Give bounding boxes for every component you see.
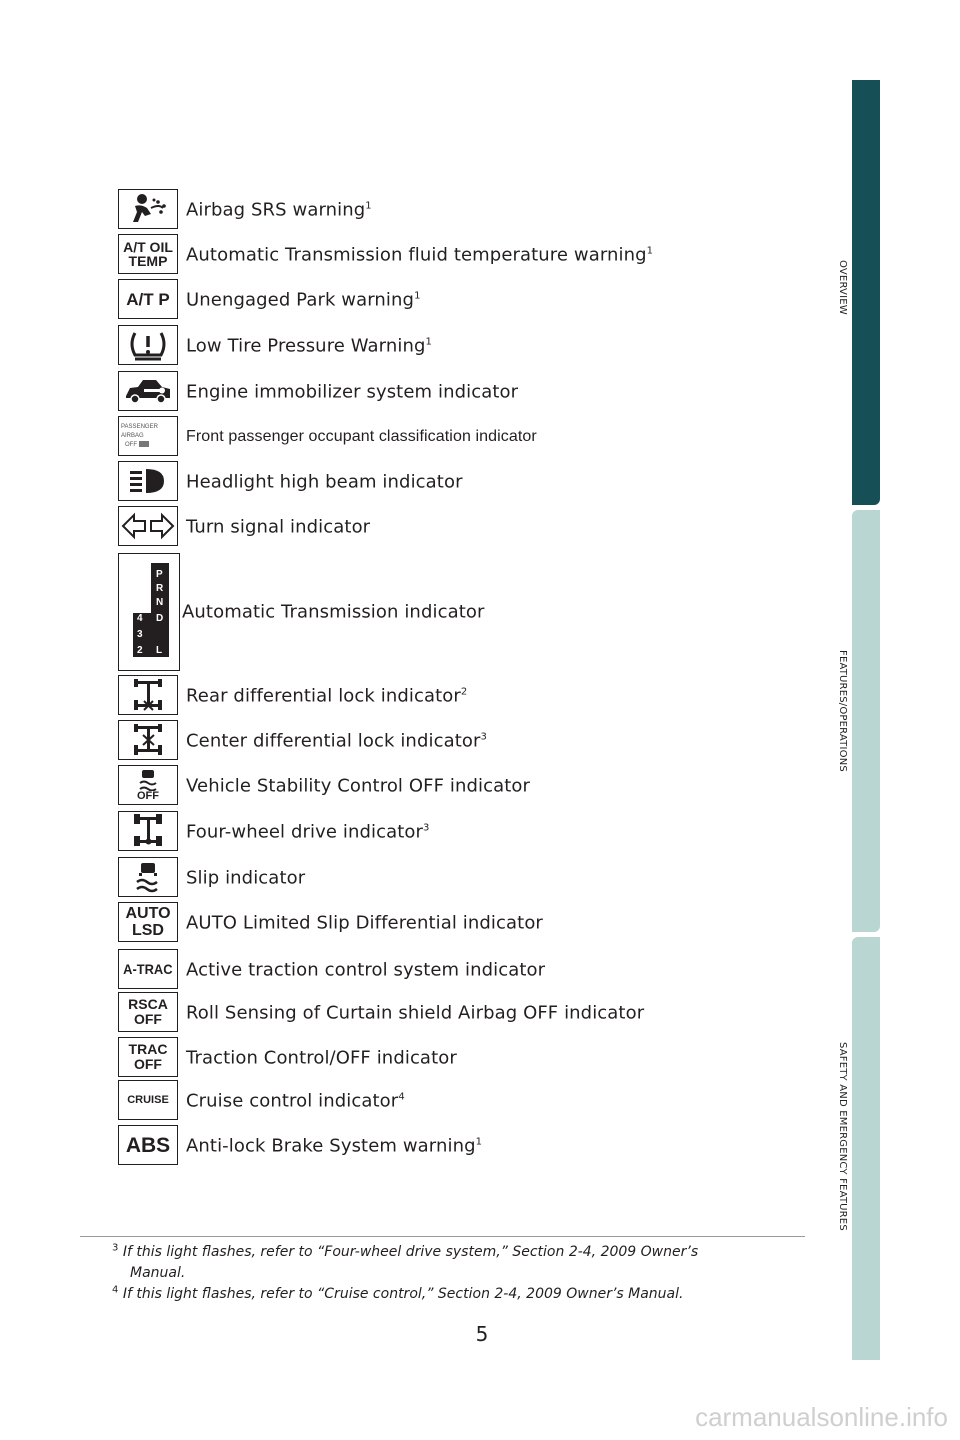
indicator-label: Roll Sensing of Curtain shield Airbag OFF indicator (186, 1002, 645, 1024)
page-number: 5 (475, 1322, 489, 1346)
indicator-label: Airbag SRS warning$^1$ (186, 199, 372, 221)
abs-icon: ABS (118, 1125, 178, 1165)
indicator-label: AUTO Limited Slip Differential indicator (186, 912, 543, 934)
indicator-row (118, 992, 818, 1034)
indicator-label: Engine immobilizer system indicator (186, 381, 519, 403)
indicator-row (118, 765, 818, 807)
tab-features-operations[interactable] (852, 510, 880, 932)
svg-text:4: 4 (137, 613, 143, 624)
indicator-label: Headlight high beam indicator (186, 471, 463, 493)
indicator-row (118, 371, 818, 413)
indicator-row (118, 461, 818, 503)
indicator-label: Automatic Transmission fluid temperature warning$^1$ (186, 244, 654, 266)
indicator-row (118, 553, 818, 671)
auto-lsd-icon: AUTO LSD (118, 902, 178, 942)
footnote-divider (80, 1236, 805, 1237)
indicator-label: Automatic Transmission indicator (182, 601, 485, 623)
tab-features-label: FEATURES/OPERATIONS (837, 650, 848, 772)
trac-off-icon: TRAC OFF (118, 1037, 178, 1077)
turn-signal-icon (118, 506, 178, 546)
indicator-row (118, 811, 818, 853)
indicator-row (118, 416, 818, 458)
indicator-label: Low Tire Pressure Warning$^1$ (186, 335, 432, 357)
shift-position-icon (118, 553, 180, 671)
indicator-row (118, 720, 818, 762)
immobilizer-icon (118, 371, 178, 411)
indicator-label: Front passenger occupant classification indicator (186, 428, 537, 445)
indicator-label: Center differential lock indicator$^3$ (186, 730, 487, 752)
svg-text:3: 3 (137, 629, 143, 640)
indicator-label: Cruise control indicator$^4$ (186, 1090, 405, 1112)
indicator-row (118, 506, 818, 548)
section-tabs (852, 80, 880, 1360)
indicator-row (118, 1080, 818, 1122)
airbag-srs-icon (118, 189, 178, 229)
svg-text:P: P (156, 569, 163, 580)
indicator-row (118, 902, 818, 944)
indicator-row (118, 1125, 818, 1167)
indicator-row (118, 234, 818, 276)
slip-icon (118, 857, 178, 897)
tab-safety-label: SAFETY AND EMERGENCY FEATURES (837, 1042, 848, 1231)
high-beam-icon (118, 461, 178, 501)
watermark: carmanualsonline.info (695, 1402, 948, 1432)
indicator-row (118, 857, 818, 899)
at-oil-temp-icon: A/T OIL TEMP (118, 234, 178, 274)
svg-text:2: 2 (137, 645, 143, 656)
indicator-label: Slip indicator (186, 867, 306, 889)
svg-text:D: D (156, 613, 164, 624)
indicator-row (118, 325, 818, 367)
indicator-row (118, 189, 818, 231)
footnote-3: $^3$ If this light flashes, refer to “Four-wheel drive system,” Section 2-4, 2009 Owner’s (112, 1242, 699, 1260)
vsc-off-icon: OFF (118, 765, 178, 805)
center-diff-lock-icon (118, 720, 178, 760)
footnote-4: $^4$ If this light flashes, refer to “Cruise control,” Section 2-4, 2009 Owner’s Manual. (112, 1284, 684, 1302)
rsca-off-icon: RSCA OFF (118, 992, 178, 1032)
a-trac-icon: A-TRAC (118, 949, 178, 989)
indicator-label: Anti-lock Brake System warning$^1$ (186, 1135, 483, 1157)
indicator-label: Unengaged Park warning$^1$ (186, 289, 421, 311)
svg-text:R: R (156, 583, 164, 594)
indicator-label: Four-wheel drive indicator$^3$ (186, 821, 430, 843)
indicator-row (118, 1037, 818, 1079)
four-wheel-drive-icon (118, 811, 178, 851)
svg-text:L: L (156, 645, 163, 656)
indicator-label: Rear differential lock indicator$^2$ (186, 685, 468, 707)
indicator-label: Traction Control/OFF indicator (186, 1047, 457, 1069)
tab-safety-emergency[interactable] (852, 937, 880, 1360)
tire-pressure-icon (118, 325, 178, 365)
indicator-row (118, 279, 818, 321)
indicator-row (118, 675, 818, 717)
indicator-label: Vehicle Stability Control OFF indicator (186, 775, 530, 797)
footnote-3-continued: Manual. (130, 1265, 186, 1281)
passenger-airbag-off-icon: PASSENGER AIRBAG OFF (118, 416, 178, 456)
tab-overview[interactable] (852, 80, 880, 505)
indicator-label: Active traction control system indicator (186, 959, 546, 981)
at-p-icon: A/T P (118, 279, 178, 319)
cruise-icon: CRUISE (118, 1080, 178, 1120)
svg-text:N: N (156, 597, 164, 608)
indicator-row (118, 949, 818, 991)
rear-diff-lock-icon (118, 675, 178, 715)
indicator-label: Turn signal indicator (186, 516, 371, 538)
tab-overview-label: OVERVIEW (837, 260, 848, 315)
